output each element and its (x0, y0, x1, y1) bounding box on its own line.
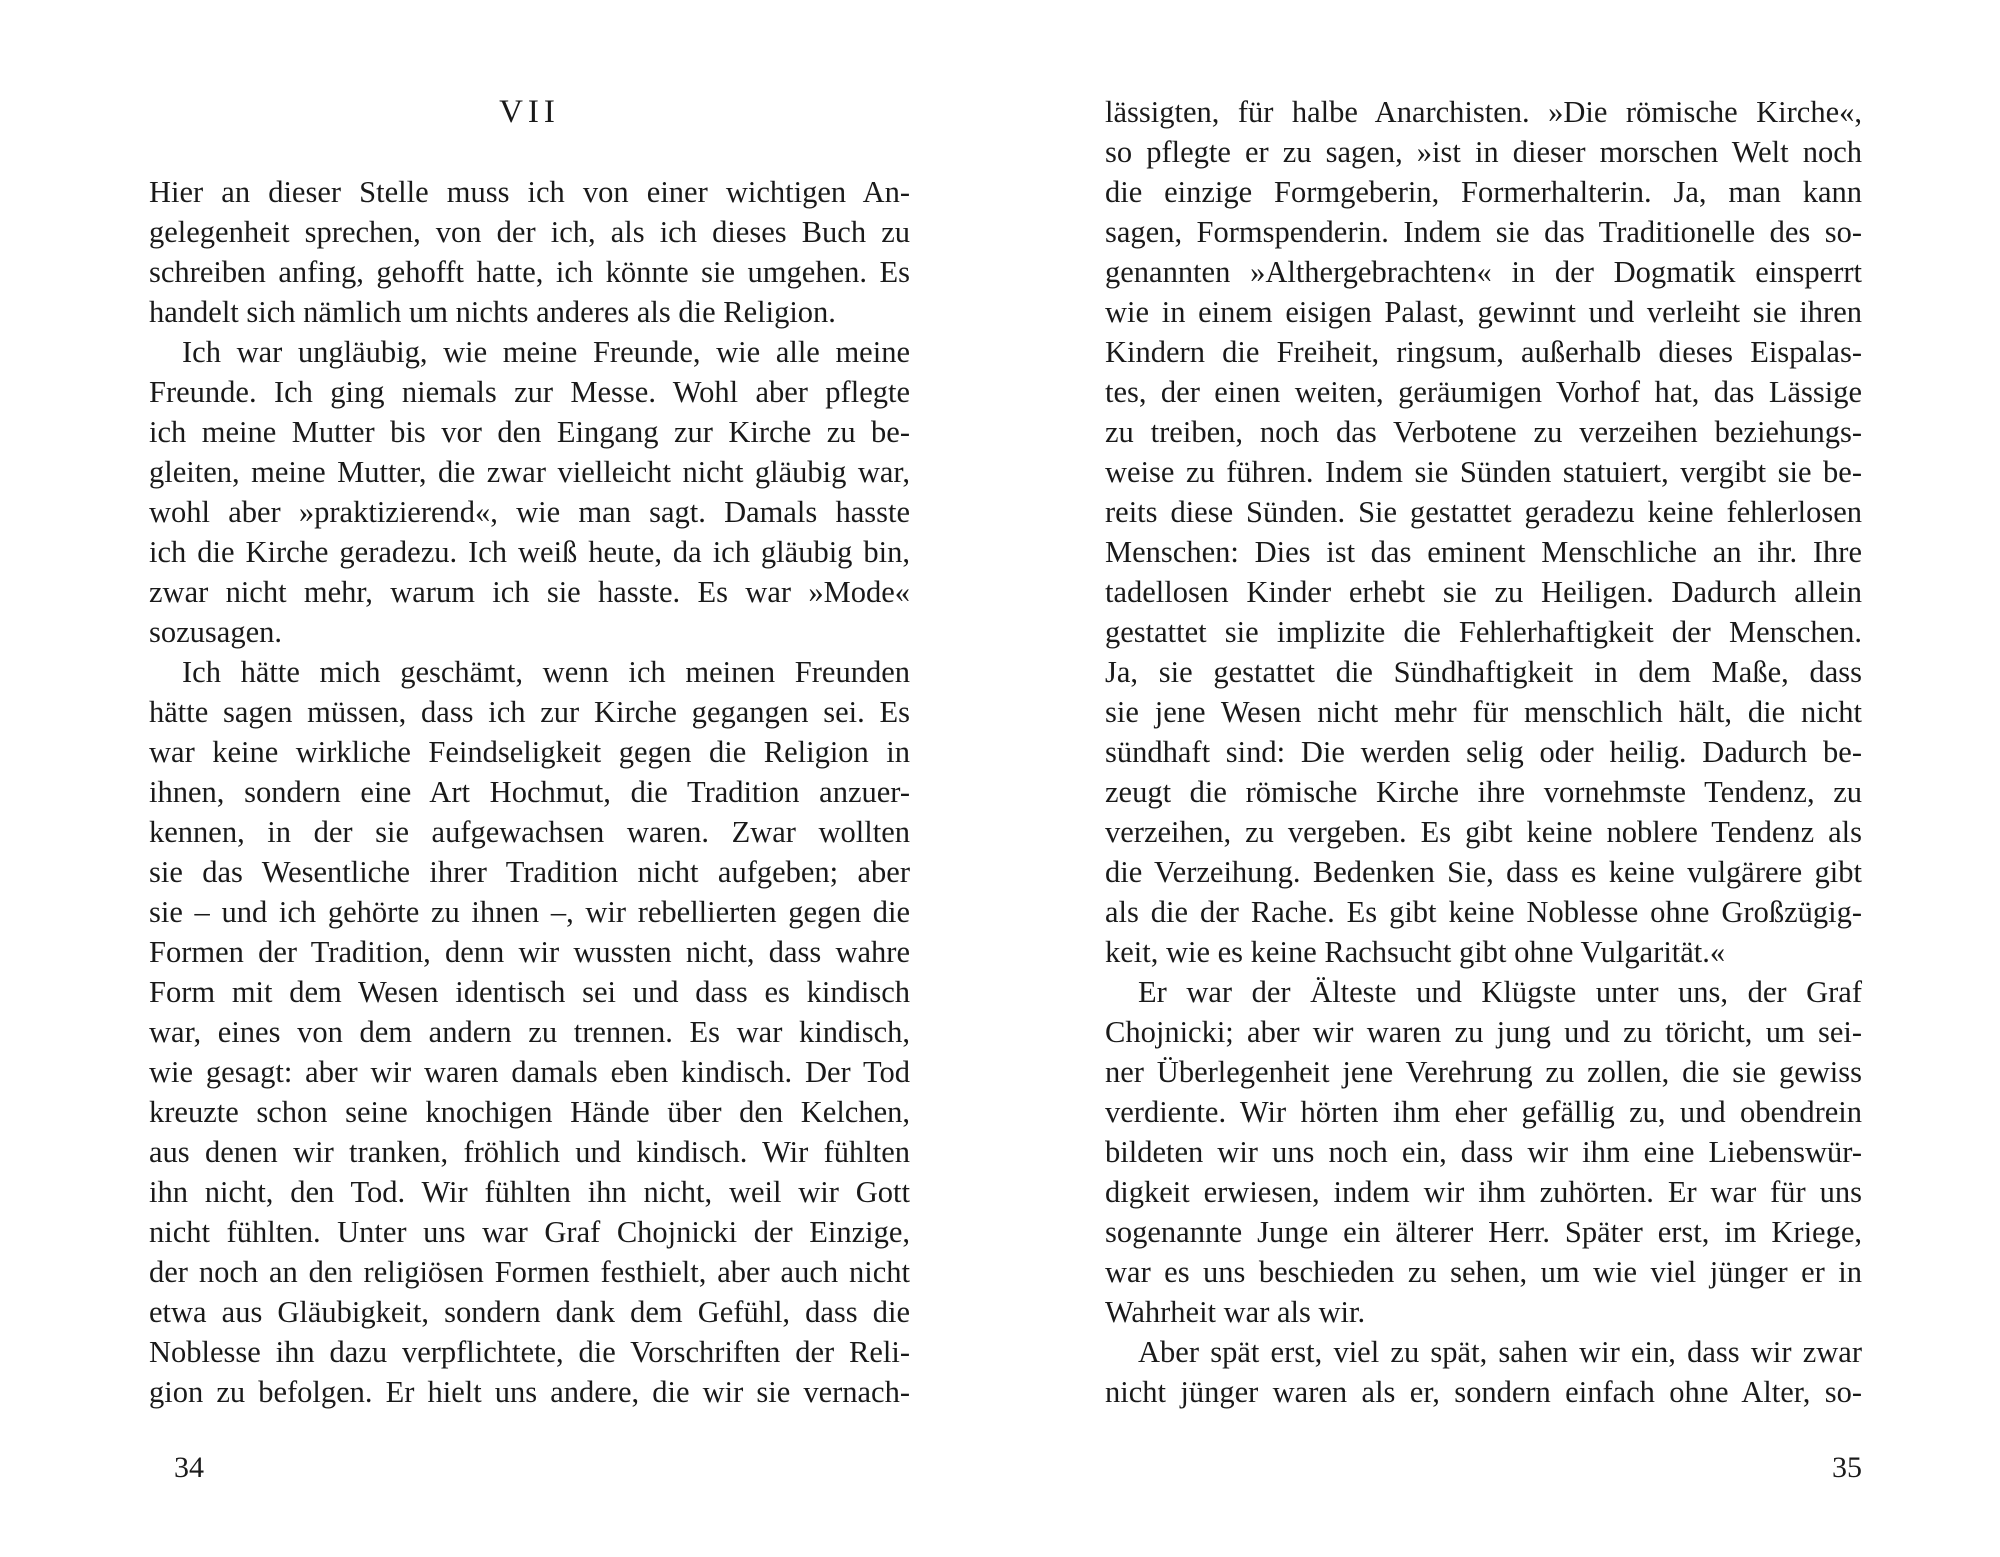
text-line: Form mit dem Wesen identisch sei und dass es kindisch (149, 975, 910, 1009)
text-line: schreiben anfing, gehofft hatte, ich könnte sie umgehen. Es (149, 255, 910, 289)
text-line: ihn nicht, den Tod. Wir fühlten ihn nicht, weil wir Gott (149, 1175, 910, 1209)
text-line: Aber spät erst, viel zu spät, sahen wir ein, dass wir zwar (1138, 1335, 1862, 1369)
text-line: Formen der Tradition, denn wir wussten nicht, dass wahre (149, 935, 910, 969)
text-line: zu treiben, noch das Verbotene zu verzeihen beziehungs- (1105, 415, 1862, 449)
text-line: nicht fühlten. Unter uns war Graf Chojnicki der Einzige, (149, 1215, 910, 1249)
text-line: reits diese Sünden. Sie gestattet geradezu keine fehlerlosen (1105, 495, 1862, 529)
right-page-body (1105, 92, 1862, 1412)
chapter-heading: VII (499, 94, 560, 130)
right-page (1105, 0, 1862, 1557)
text-line: sagen, Formspenderin. Indem sie das Traditionelle des so- (1105, 215, 1862, 249)
text-line: war keine wirkliche Feindseligkeit gegen die Religion in (149, 735, 910, 769)
text-line: lässigten, für halbe Anarchisten. »Die römische Kirche«, (1105, 95, 1862, 129)
text-line: ihnen, sondern eine Art Hochmut, die Tradition anzuer- (149, 775, 910, 809)
text-line: keit, wie es keine Rachsucht gibt ohne Vulgarität.« (1105, 935, 1726, 969)
text-line: war es uns beschieden zu sehen, um wie viel jünger er in (1105, 1255, 1862, 1289)
text-line: die Verzeihung. Bedenken Sie, dass es keine vulgärere gibt (1105, 855, 1862, 889)
text-line: weise zu führen. Indem sie Sünden statuiert, vergibt sie be- (1105, 455, 1862, 489)
text-line: digkeit erwiesen, indem wir ihm zuhörten. Er war für uns (1105, 1175, 1862, 1209)
text-line: ich meine Mutter bis vor den Eingang zur Kirche zu be- (149, 415, 910, 449)
text-line: Noblesse ihn dazu verpflichtete, die Vorschriften der Reli- (149, 1335, 910, 1369)
text-line: der noch an den religiösen Formen festhielt, aber auch nicht (149, 1255, 910, 1289)
text-line: Ich hätte mich geschämt, wenn ich meinen Freunden (182, 655, 910, 689)
right-page-number: 35 (1832, 1451, 1862, 1484)
text-line: sündhaft sind: Die werden selig oder heilig. Dadurch be- (1105, 735, 1862, 769)
text-line: nicht jünger waren als er, sondern einfach ohne Alter, so- (1105, 1375, 1862, 1409)
text-line: so pflegte er zu sagen, »ist in dieser morschen Welt noch (1105, 135, 1862, 169)
text-line: kennen, in der sie aufgewachsen waren. Zwar wollten (149, 815, 910, 849)
text-line: Chojnicki; aber wir waren zu jung und zu töricht, um sei- (1105, 1015, 1862, 1049)
text-line: wie in einem eisigen Palast, gewinnt und verleiht sie ihren (1105, 295, 1862, 329)
text-line: gleiten, meine Mutter, die zwar vielleicht nicht gläubig war, (149, 455, 910, 489)
text-line: tadellosen Kinder erhebt sie zu Heiligen. Dadurch allein (1105, 575, 1862, 609)
text-line: sozusagen. (149, 615, 282, 649)
text-line: gestattet sie implizite die Fehlerhaftigkeit der Menschen. (1105, 615, 1862, 649)
text-line: sie das Wesentliche ihrer Tradition nicht aufgeben; aber (149, 855, 910, 889)
text-line: Ich war ungläubig, wie meine Freunde, wie alle meine (182, 335, 910, 369)
text-line: verzeihen, zu vergeben. Es gibt keine noblere Tendenz als (1105, 815, 1862, 849)
text-line: Ja, sie gestattet die Sündhaftigkeit in dem Maße, dass (1105, 655, 1862, 689)
text-line: Freunde. Ich ging niemals zur Messe. Wohl aber pflegte (149, 375, 910, 409)
text-line: wie gesagt: aber wir waren damals eben kindisch. Der Tod (149, 1055, 910, 1089)
text-line: gion zu befolgen. Er hielt uns andere, die wir sie vernach- (149, 1375, 910, 1409)
text-line: Wahrheit war als wir. (1105, 1295, 1366, 1329)
text-line: genannten »Althergebrachten« in der Dogmatik einsperrt (1105, 255, 1862, 289)
text-line: etwa aus Gläubigkeit, sondern dank dem Gefühl, dass die (149, 1295, 910, 1329)
text-line: wohl aber »praktizierend«, wie man sagt. Damals hasste (149, 495, 910, 529)
text-line: sie – und ich gehörte zu ihnen –, wir rebellierten gegen die (149, 895, 910, 929)
text-line: Menschen: Dies ist das eminent Menschliche an ihr. Ihre (1105, 535, 1862, 569)
left-page-body (149, 172, 910, 1412)
text-line: kreuzte schon seine knochigen Hände über den Kelchen, (149, 1095, 910, 1129)
text-line: Kindern die Freiheit, ringsum, außerhalb dieses Eispalas- (1105, 335, 1862, 369)
text-line: als die der Rache. Es gibt keine Noblesse ohne Großzügig- (1105, 895, 1862, 929)
text-line: war, eines von dem andern zu trennen. Es war kindisch, (149, 1015, 910, 1049)
text-line: sogenannte Junge ein älterer Herr. Später erst, im Kriege, (1105, 1215, 1862, 1249)
text-line: die einzige Formgeberin, Formerhalterin. Ja, man kann (1105, 175, 1862, 209)
text-line: Er war der Älteste und Klügste unter uns, der Graf (1138, 975, 1862, 1009)
text-line: handelt sich nämlich um nichts anderes als die Religion. (149, 295, 836, 329)
left-page (149, 0, 910, 1557)
text-line: zeugt die römische Kirche ihre vornehmste Tendenz, zu (1105, 775, 1862, 809)
text-line: bildeten wir uns noch ein, dass wir ihm eine Liebenswür- (1105, 1135, 1862, 1169)
text-line: gelegenheit sprechen, von der ich, als ich dieses Buch zu (149, 215, 910, 249)
text-line: zwar nicht mehr, warum ich sie hasste. Es war »Mode« (149, 575, 910, 609)
text-line: aus denen wir tranken, fröhlich und kindisch. Wir fühlten (149, 1135, 910, 1169)
text-line: tes, der einen weiten, geräumigen Vorhof hat, das Lässige (1105, 375, 1862, 409)
text-line: hätte sagen müssen, dass ich zur Kirche gegangen sei. Es (149, 695, 910, 729)
text-line: ner Überlegenheit jene Verehrung zu zollen, die sie gewiss (1105, 1055, 1862, 1089)
text-line: verdiente. Wir hörten ihm eher gefällig zu, und obendrein (1105, 1095, 1862, 1129)
text-line: Hier an dieser Stelle muss ich von einer wichtigen An- (149, 175, 910, 209)
left-page-number: 34 (174, 1451, 204, 1484)
text-line: sie jene Wesen nicht mehr für menschlich hält, die nicht (1105, 695, 1862, 729)
text-line: ich die Kirche geradezu. Ich weiß heute, da ich gläubig bin, (149, 535, 910, 569)
